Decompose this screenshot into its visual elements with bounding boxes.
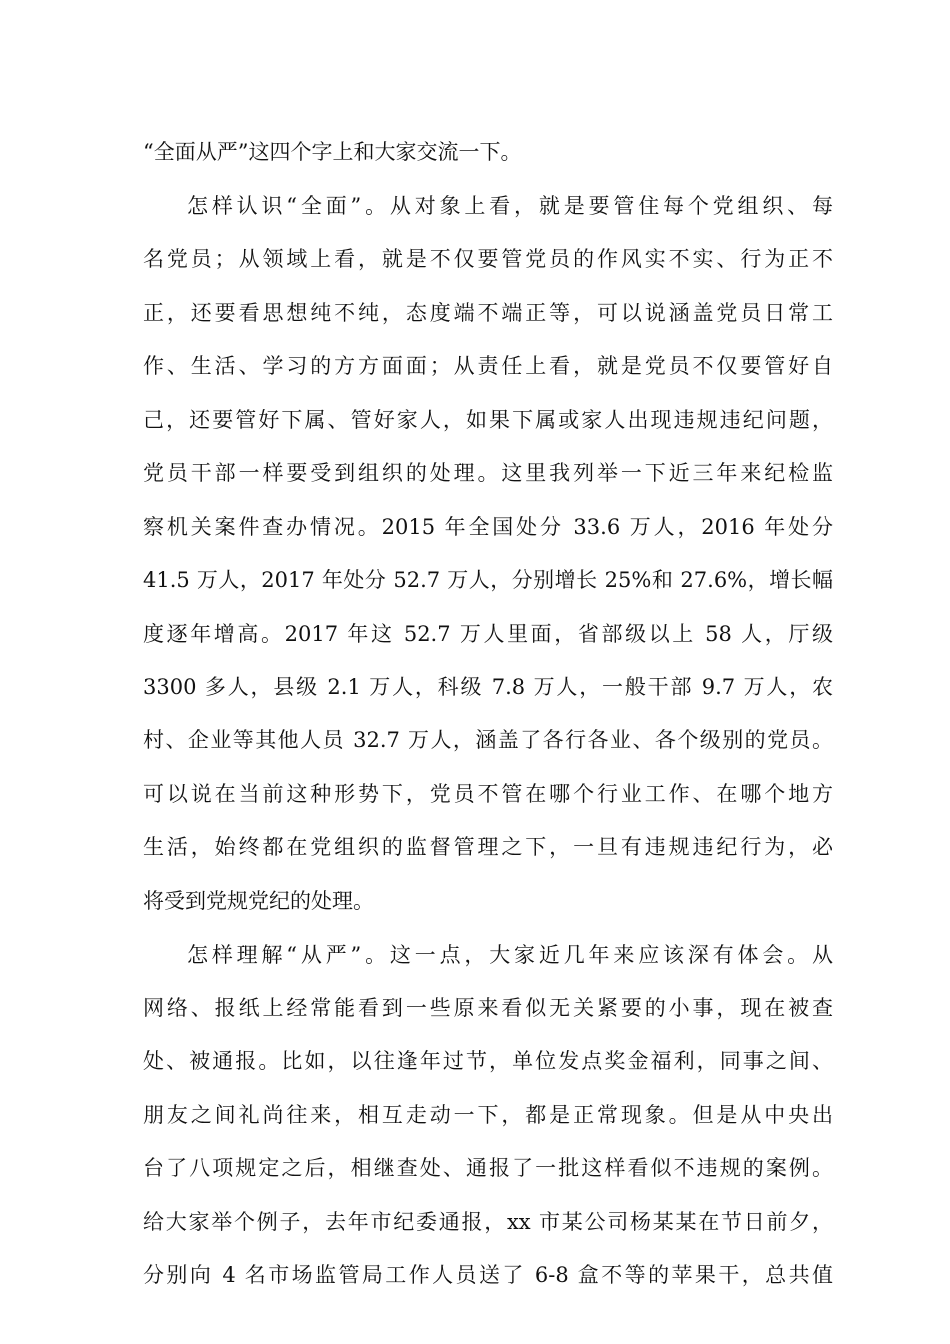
text-line: 处、被通报。比如，以往逢年过节，单位发点奖金福利，同事之间、 (143, 1049, 833, 1073)
text-line: 怎样认识“全面”。从对象上看，就是要管住每个党组织、每 (187, 194, 833, 218)
text-line: 度逐年增高。2017 年这 52.7 万人里面，省部级以上 58 人，厅级 (143, 622, 833, 646)
text-line: 名党员；从领域上看，就是不仅要管党员的作风实不实、行为正不 (143, 247, 833, 271)
text-line: 党员干部一样要受到组织的处理。这里我列举一下近三年来纪检监 (143, 461, 833, 485)
text-line: 察机关案件查办情况。2015 年全国处分 33.6 万人，2016 年处分 (143, 515, 833, 539)
text-line: 网络、报纸上经常能看到一些原来看似无关紧要的小事，现在被查 (143, 996, 833, 1020)
text-line: “全面从严”这四个字上和大家交流一下。 (143, 140, 522, 164)
text-line: 朋友之间礼尚往来，相互走动一下，都是正常现象。但是从中央出 (143, 1103, 833, 1127)
text-line: 正，还要看思想纯不纯，态度端不端正等，可以说涵盖党员日常工 (143, 301, 833, 325)
text-line: 将受到党规党纪的处理。 (143, 889, 374, 913)
text-line: 分别向 4 名市场监管局工作人员送了 6-8 盒不等的苹果干，总共值 (143, 1263, 833, 1287)
text-line: 可以说在当前这种形势下，党员不管在哪个行业工作、在哪个地方 (143, 782, 833, 806)
text-line: 怎样理解“从严”。这一点，大家近几年来应该深有体会。从 (187, 943, 833, 967)
text-line: 己，还要管好下属、管好家人，如果下属或家人出现违规违纪问题， (143, 408, 833, 432)
text-line: 给大家举个例子，去年市纪委通报，xx 市某公司杨某某在节日前夕， (143, 1210, 833, 1234)
text-line: 台了八项规定之后，相继查处、通报了一批这样看似不违规的案例。 (143, 1156, 833, 1180)
text-line: 生活，始终都在党组织的监督管理之下，一旦有违规违纪行为，必 (143, 835, 833, 859)
text-line: 作、生活、学习的方方面面；从责任上看，就是党员不仅要管好自 (143, 354, 833, 378)
text-line: 3300 多人，县级 2.1 万人，科级 7.8 万人，一般干部 9.7 万人，农 (143, 675, 833, 699)
text-line: 41.5 万人，2017 年处分 52.7 万人，分别增长 25%和 27.6%，增长幅 (143, 568, 833, 592)
text-line: 村、企业等其他人员 32.7 万人，涵盖了各行各业、各个级别的党员。 (143, 728, 833, 752)
